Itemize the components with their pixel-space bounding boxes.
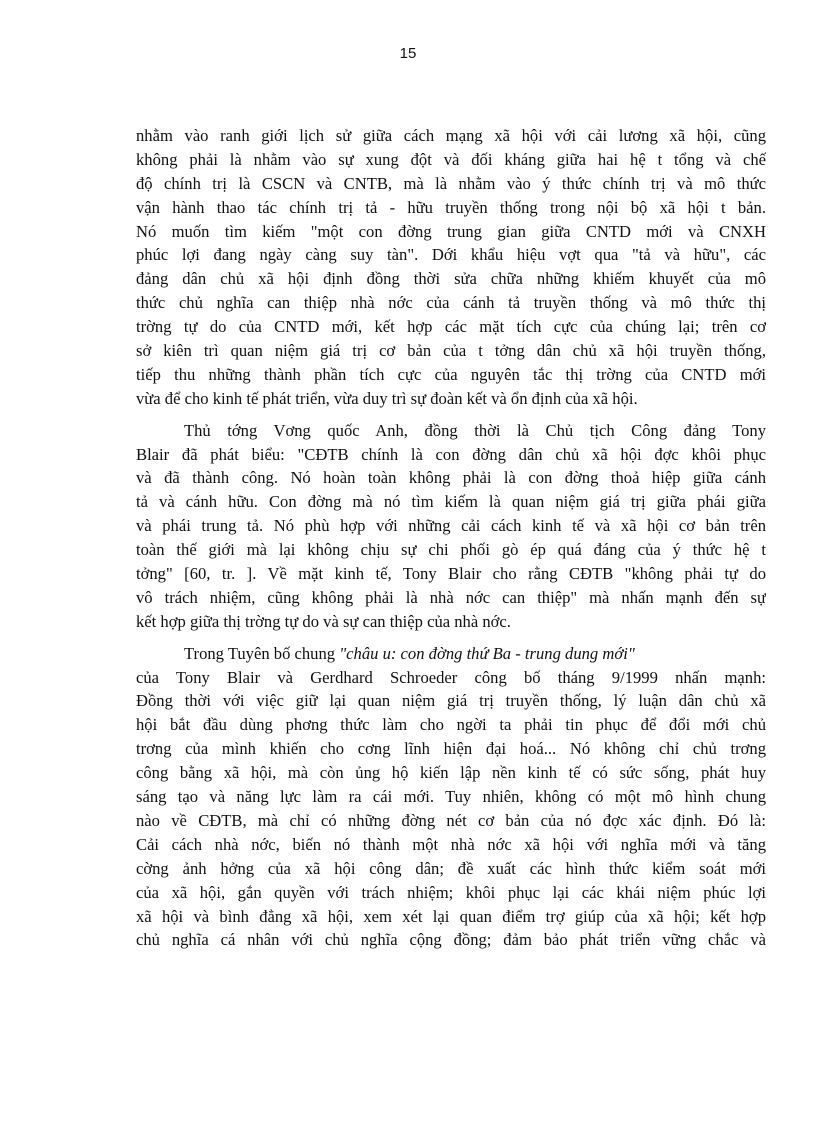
text-line: Blair đã phát biểu: "CĐTB chính là con đờng dân chủ xã hội đợc khôi phục xyxy=(136,444,766,464)
text-line: Thủ tớng Vơng quốc Anh, đồng thời là Chủ tịch Công đảng Tony xyxy=(184,420,766,440)
quoted-title: "châu u: con đờng thứ Ba - trung dung mới" xyxy=(339,643,635,663)
text-line: Nó muốn tìm kiếm "một con đờng trung gian giữa CNTD mới và CNXH xyxy=(136,221,766,241)
text-line: chủ nghĩa cá nhân với chủ nghĩa cộng đồng; đảm bảo phát triển vững chắc và xyxy=(136,930,766,950)
text-line: nào về CĐTB, mà chỉ có những đờng nét cơ bản của nó đợc xác định. Đó là: xyxy=(136,810,766,830)
text-line: công bằng xã hội, mà còn ủng hộ kiến lập nền kinh tế có sức sống, phát huy xyxy=(136,763,766,783)
paragraph-1 xyxy=(136,124,766,411)
document-body xyxy=(136,124,766,960)
text-line: sáng tạo và năng lực làm ra cái mới. Tuy nhiên, không có một mô hình chung xyxy=(136,787,766,807)
text-line: kết hợp giữa thị trờng tự do và sự can thiệp của nhà nớc. xyxy=(136,611,511,631)
text-line: vô trách nhiệm, cũng không phải là nhà nớc can thiệp" mà nhấn mạnh đến sự xyxy=(136,587,766,607)
text-line: hội bắt đầu dùng phơng thức làm cho ngời ta phải tin phục để đổi mới chủ xyxy=(136,715,766,735)
text-line: cờng ảnh hởng của xã hội công dân; đề xuất các hình thức kiểm soát mới xyxy=(136,858,766,878)
text-line: Cải cách nhà nớc, biến nó thành một nhà nớc xã hội với nghĩa mới và tăng xyxy=(136,834,766,854)
text-line: của xã hội, gắn quyền với trách nhiệm; khôi phục lại các khái niệm phúc lợi xyxy=(136,882,766,902)
text-line: tiếp thu những thành phần tích cực của nguyên tắc thị trờng của CNTD mới xyxy=(136,364,766,384)
text-run: Trong Tuyên bố chung xyxy=(184,643,340,663)
text-line: Đồng thời với việc giữ lại quan niệm giá trị truyền thống, lý luận dân chủ xã xyxy=(136,691,766,711)
paragraph-3 xyxy=(136,642,766,953)
text-line: tả và cánh hữu. Con đờng mà nó tìm kiếm là quan niệm giá trị giữa phái giữa xyxy=(136,492,766,512)
text-line: độ chính trị là CSCN và CNTB, mà là nhằm vào ý thức chính trị và mô thức xyxy=(136,173,766,193)
text-line: nhằm vào ranh giới lịch sử giữa cách mạng xã hội với cải lương xã hội, cũng xyxy=(136,126,766,145)
text-line: trơng của mình khiến cho cơng lĩnh hiện đại hoá... Nó không chỉ chủ trơng xyxy=(136,739,766,759)
text-line: của Tony Blair và Gerdhard Schroeder công bố tháng 9/1999 nhấn mạnh: xyxy=(136,667,766,687)
page-number: 15 xyxy=(399,45,417,62)
text-line: xã hội và bình đẳng xã hội, xem xét lại quan điểm trợ giúp của xã hội; kết hợp xyxy=(136,906,766,926)
text-line: trờng tự do của CNTD mới, kết hợp các mặt tích cực của chúng lại; trên cơ xyxy=(136,317,766,337)
text-line: đảng dân chủ xã hội định đồng thời sửa chữa những khiếm khuyết của mô xyxy=(136,269,766,289)
text-line: vận hành thao tác chính trị tả - hữu truyền thống trong nội bộ xã hội t bản. xyxy=(136,197,766,217)
text-line: sở kiên trì quan niệm giá trị cơ bản của t tởng dân chủ xã hội truyền thống, xyxy=(136,341,766,361)
text-line xyxy=(136,642,766,666)
text-line: toàn thế giới mà lại không chịu sự chi phối gò ép quá đáng của ý thức hệ t xyxy=(136,540,766,560)
text-line: thức chủ nghĩa can thiệp nhà nớc của cánh tả truyền thống và mô thức thị xyxy=(136,293,766,313)
text-line: tởng" [60, tr. ]. Về mặt kinh tế, Tony Blair cho rằng CĐTB "không phải tự do xyxy=(136,564,766,584)
text-line: và đã thành công. Nó hoàn toàn không phải là con đờng thoả hiệp giữa cánh xyxy=(136,468,766,488)
paragraph-2 xyxy=(136,419,766,634)
text-line: phúc lợi đang ngày càng suy tàn". Dới khẩu hiệu vợt qua "tả và hữu", các xyxy=(136,245,766,265)
text-line: và phái trung tả. Nó phù hợp với những cải cách kinh tế và xã hội cơ bản trên xyxy=(136,516,766,536)
text-line: không phải là nhằm vào sự xung đột và đối kháng giữa hai hệ t tổng và chế xyxy=(136,149,766,169)
text-line: vừa để cho kinh tế phát triển, vừa duy trì sự đoàn kết và ổn định của xã hội. xyxy=(136,388,638,408)
